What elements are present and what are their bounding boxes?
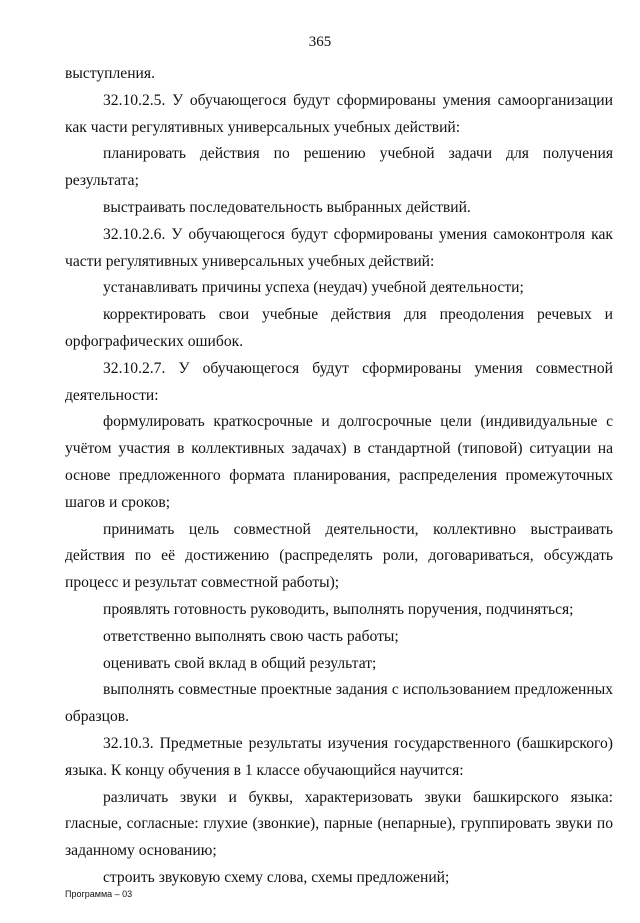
paragraph: оценивать свой вклад в общий результат; xyxy=(103,654,377,672)
page-number: 365 xyxy=(308,34,332,50)
paragraph: планировать действия по решению учебной задачи для получения результата; xyxy=(65,145,613,190)
paragraph: 32.10.2.7. У обучающегося будут сформированы умения совместной деятельности: xyxy=(65,359,613,404)
footer-label: Программа – 03 xyxy=(65,889,133,899)
paragraph: принимать цель совместной деятельности, коллективно выстраивать действия по её достижению (распределять роли, договариваться, обсуждать процесс и результат совместной работы); xyxy=(65,520,613,592)
paragraph: корректировать свои учебные действия для преодоления речевых и орфографических ошибок. xyxy=(65,306,613,350)
paragraph: строить звуковую схему слова, схемы предложений; xyxy=(103,868,450,886)
paragraph: ответственно выполнять свою часть работы; xyxy=(103,627,399,645)
paragraph: формулировать краткосрочные и долгосрочные цели (индивидуальные с учётом участия в коллективных задачах) в стандартной (типовой) ситуации на основе предложенного формата планирования, распределения промежуточных шагов и сроков; xyxy=(65,413,613,511)
paragraph: 32.10.3. Предметные результаты изучения государственного (башкирского) языка. К концу обучения в 1 классе обучающийся научится: xyxy=(65,734,613,779)
paragraph: выступления. xyxy=(65,65,155,82)
paragraph: выполнять совместные проектные задания с использованием предложенных образцов. xyxy=(65,681,613,726)
paragraph: различать звуки и буквы, характеризовать звуки башкирского языка: гласные, согласные: глухие (звонкие), парные (непарные), группировать звуки по заданному основанию; xyxy=(65,788,613,860)
paragraph: устанавливать причины успеха (неудач) учебной деятельности; xyxy=(103,279,524,297)
paragraph: 32.10.2.6. У обучающегося будут сформированы умения самоконтроля как части регулятивных универсальных учебных действий: xyxy=(65,225,613,270)
paragraph: 32.10.2.5. У обучающегося будут сформированы умения самоорганизации как части регулятивных универсальных учебных действий: xyxy=(65,91,613,136)
body-text xyxy=(65,61,613,892)
paragraph: проявлять готовность руководить, выполнять поручения, подчиняться; xyxy=(103,600,574,618)
paragraph: выстраивать последовательность выбранных действий. xyxy=(103,198,471,216)
